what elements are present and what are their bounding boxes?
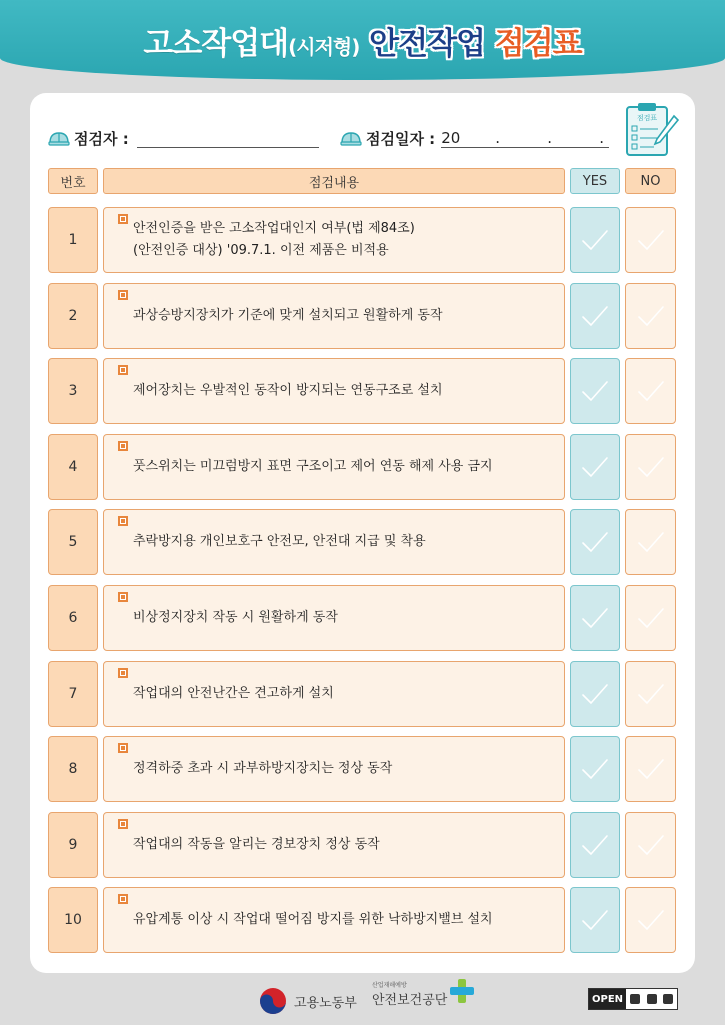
date-label: 점검일자 : <box>366 129 436 148</box>
bullet-icon <box>118 592 128 602</box>
row-number: 6 <box>48 585 98 651</box>
table-row <box>0 812 725 878</box>
kosha-cross-icon <box>449 978 475 1004</box>
row-number: 9 <box>48 812 98 878</box>
taegeuk-icon <box>258 986 288 1016</box>
checkmark-icon <box>636 227 666 253</box>
checkmark-icon <box>636 529 666 555</box>
kosha-name: 안전보건공단 <box>372 993 448 1008</box>
no-derivatives-icon <box>663 994 673 1004</box>
bullet-icon <box>118 819 128 829</box>
column-header-no: NO <box>625 168 676 194</box>
clipboard-icon <box>624 102 680 158</box>
clipboard-label: 점검표 <box>636 114 658 122</box>
checkmark-icon <box>580 907 610 933</box>
row-content-text: 작업대의 안전난간은 견고하게 설치 <box>133 685 334 701</box>
inspection-date-field <box>340 126 609 150</box>
row-content <box>103 661 565 727</box>
row-content-text: 제어장치는 우발적인 동작이 방지되는 연동구조로 설치 <box>133 383 443 399</box>
yes-checkbox[interactable] <box>570 207 620 273</box>
column-header-yes: YES <box>570 168 620 194</box>
date-separator: . <box>547 129 552 147</box>
no-checkbox[interactable] <box>625 283 676 349</box>
no-checkbox[interactable] <box>625 812 676 878</box>
bullet-icon <box>118 516 128 526</box>
helmet-icon <box>48 130 70 146</box>
title-checklist: 점검표 <box>494 26 582 62</box>
table-row <box>0 207 725 273</box>
yes-checkbox[interactable] <box>570 434 620 500</box>
checkmark-icon <box>636 681 666 707</box>
no-checkbox[interactable] <box>625 358 676 424</box>
yes-checkbox[interactable] <box>570 812 620 878</box>
yes-checkbox[interactable] <box>570 283 620 349</box>
checkmark-icon <box>636 378 666 404</box>
bullet-icon <box>118 441 128 451</box>
bullet-icon <box>118 743 128 753</box>
checkmark-icon <box>580 378 610 404</box>
table-row <box>0 358 725 424</box>
noncommercial-icon <box>647 994 657 1004</box>
row-number: 7 <box>48 661 98 727</box>
checkmark-icon <box>580 605 610 631</box>
date-input-line[interactable] <box>441 128 609 148</box>
no-checkbox[interactable] <box>625 585 676 651</box>
no-checkbox[interactable] <box>625 207 676 273</box>
no-checkbox[interactable] <box>625 661 676 727</box>
title-type: (시저형) <box>288 35 360 59</box>
no-checkbox[interactable] <box>625 509 676 575</box>
yes-checkbox[interactable] <box>570 887 620 953</box>
page-title <box>0 18 725 63</box>
row-content <box>103 358 565 424</box>
row-content-text: 비상정지장치 작동 시 원활하게 동작 <box>133 610 338 625</box>
checkmark-icon <box>580 681 610 707</box>
no-checkbox[interactable] <box>625 887 676 953</box>
table-row <box>0 434 725 500</box>
license-icons <box>626 989 677 1009</box>
checkmark-icon <box>636 907 666 933</box>
inspector-input-line[interactable] <box>137 128 319 148</box>
checkmark-icon <box>580 756 610 782</box>
row-content <box>103 585 565 651</box>
title-safety-work: 안전작업 <box>369 26 485 62</box>
row-content <box>103 887 565 953</box>
yes-checkbox[interactable] <box>570 358 620 424</box>
yes-checkbox[interactable] <box>570 661 620 727</box>
table-row <box>0 283 725 349</box>
row-content <box>103 736 565 802</box>
row-number: 5 <box>48 509 98 575</box>
column-header-number: 번호 <box>48 168 98 194</box>
checkmark-icon <box>580 303 610 329</box>
inspector-label: 점검자 : <box>74 129 129 148</box>
bullet-icon <box>118 894 128 904</box>
row-content <box>103 812 565 878</box>
helmet-icon <box>340 130 362 146</box>
kosha-logo <box>372 980 475 1008</box>
no-checkbox[interactable] <box>625 434 676 500</box>
moel-name: 고용노동부 <box>294 995 357 1011</box>
checkmark-icon <box>636 303 666 329</box>
open-label: OPEN <box>589 989 626 1009</box>
row-content-text: 과상승방지장치가 기준에 맞게 설치되고 원활하게 동작 <box>133 307 443 323</box>
column-header-content: 점검내용 <box>103 168 565 194</box>
date-separator: . <box>599 129 604 147</box>
checkmark-icon <box>636 832 666 858</box>
open-license-badge <box>588 988 678 1010</box>
row-content <box>103 207 565 273</box>
title-equipment: 고소작업대 <box>143 26 289 62</box>
checkmark-icon <box>580 832 610 858</box>
row-content <box>103 283 565 349</box>
table-row <box>0 887 725 953</box>
row-number: 8 <box>48 736 98 802</box>
checkmark-icon <box>580 227 610 253</box>
checkmark-icon <box>636 454 666 480</box>
attribution-icon <box>630 994 640 1004</box>
table-row <box>0 661 725 727</box>
row-number: 1 <box>48 207 98 273</box>
inspector-field <box>48 126 319 150</box>
row-number: 10 <box>48 887 98 953</box>
table-row <box>0 736 725 802</box>
date-year-prefix: 20 <box>441 129 461 147</box>
checkmark-icon <box>636 756 666 782</box>
checkmark-icon <box>580 529 610 555</box>
row-content-text: 유압계통 이상 시 작업대 떨어짐 방지를 위한 낙하방지밸브 설치 <box>133 912 493 928</box>
row-content-text: 작업대의 작동을 알리는 경보장치 정상 동작 <box>133 836 380 852</box>
bullet-icon <box>118 365 128 375</box>
row-content-text: 추락방지용 개인보호구 안전모, 안전대 지급 및 착용 <box>133 534 426 550</box>
row-content-text: 정격하중 초과 시 과부하방지장치는 정상 동작 <box>133 761 393 777</box>
table-row <box>0 585 725 651</box>
checkmark-icon <box>636 605 666 631</box>
yes-checkbox[interactable] <box>570 585 620 651</box>
yes-checkbox[interactable] <box>570 736 620 802</box>
checkmark-icon <box>580 454 610 480</box>
bullet-icon <box>118 290 128 300</box>
header-banner <box>0 0 725 80</box>
table-row <box>0 509 725 575</box>
row-content <box>103 434 565 500</box>
row-content-text: 풋스위치는 미끄럼방지 표면 구조이고 제어 연동 해제 사용 금지 <box>133 458 493 474</box>
row-content <box>103 509 565 575</box>
date-separator: . <box>495 129 500 147</box>
moel-logo <box>258 986 357 1016</box>
no-checkbox[interactable] <box>625 736 676 802</box>
row-content-text: 안전인증을 받은 고소작업대인지 여부(법 제84조) (안전인증 대상) '09.7.1. 이전 제품은 비적용 <box>133 221 415 258</box>
bullet-icon <box>118 668 128 678</box>
bullet-icon <box>118 214 128 224</box>
row-number: 4 <box>48 434 98 500</box>
yes-checkbox[interactable] <box>570 509 620 575</box>
row-number: 3 <box>48 358 98 424</box>
kosha-tagline: 산업재해예방 <box>372 982 407 989</box>
row-number: 2 <box>48 283 98 349</box>
